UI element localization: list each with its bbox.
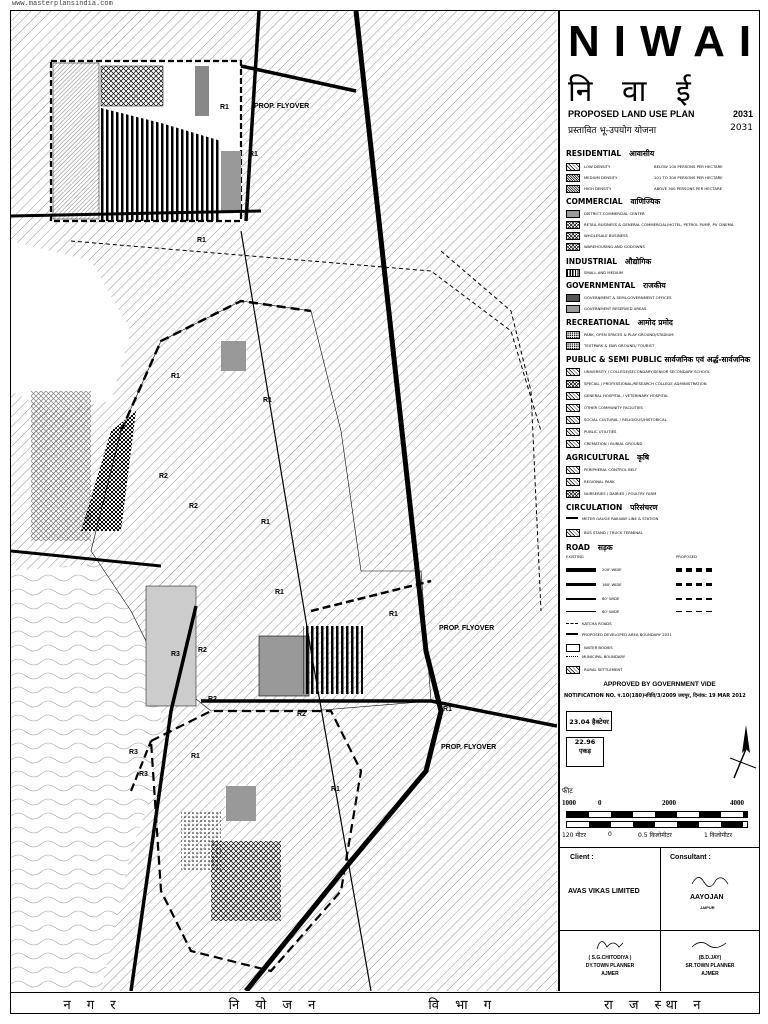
flyover-label-east: PROP. FLYOVER: [439, 625, 495, 632]
government-plot: [195, 66, 209, 116]
client-label: Client :: [570, 854, 594, 861]
legend-recreational: RECREATIONAL आमोद प्रमोद: [566, 318, 673, 327]
nursery-zone: [31, 391, 91, 541]
consultant-signature-icon: [690, 870, 730, 890]
footer-word: रा ज स्था न: [604, 998, 707, 1013]
town-title-hindi: नि वा ई: [568, 74, 701, 109]
road-row: 160' WIDE: [566, 582, 756, 587]
plan-title: [568, 109, 753, 119]
wholesale-south: [211, 841, 281, 921]
notification-line: NOTIFICATION NO. प.10(180)नविवि/3/2009 जयपुर, दिनांक: 19 MAR 2012: [564, 693, 746, 699]
swatch: [566, 416, 580, 424]
legend-item: LOW DENSITY BELOW 100 PERSONS PER HECTARE: [566, 163, 756, 171]
legend-agricultural: AGRICULTURAL कृषि: [566, 453, 650, 462]
legend-item: RURAL SETTLEMENT: [566, 666, 756, 674]
watermark: www.masterplansindia.com: [12, 0, 113, 8]
flyover-label-south: PROP. FLYOVER: [441, 744, 497, 751]
footer-word: न ग र: [63, 998, 122, 1013]
legend-item: PARK, OPEN SPACES & PLAY GROUND/STADIUM: [566, 331, 756, 339]
swatch: [566, 331, 580, 339]
legend-item: PERIPHERAL CONTROL BELT: [566, 466, 756, 474]
legend-item: SPECIAL / PROFESSIONAL/RESEARCH COLLEGE ADMINISTRATION: [566, 380, 756, 388]
zone-label: R2: [198, 647, 207, 654]
swatch: [566, 174, 580, 182]
legend-item: REGIONAL PARK: [566, 478, 756, 486]
swatch: [566, 656, 578, 658]
legend-item: PUBLIC UTILITIES: [566, 428, 756, 436]
land-use-map[interactable]: [11, 11, 557, 991]
legend-industrial: INDUSTRIAL औद्योगिक: [566, 257, 652, 266]
scale-bar: [566, 811, 748, 818]
scale-bar-metric: [566, 821, 748, 828]
legend-item: SOCIAL CULTURAL / RELIGIOUS/HISTORICAL: [566, 416, 756, 424]
swatch: [566, 294, 580, 302]
footer-word: नि यो ज न: [228, 998, 322, 1013]
legend-item: WAREHOUSING AND GODOWNS: [566, 243, 756, 251]
commercial-center: [221, 341, 246, 371]
legend-item: PROPOSED DEVELOPED AREA BOUNDARY 2031: [566, 633, 756, 637]
legend-item: WATER BODIES: [566, 644, 756, 652]
swatch: [566, 428, 580, 436]
consultant-label: Consultant :: [670, 854, 711, 861]
residential-plot: [53, 63, 99, 219]
legend-item: RETAIL BUSINESS & GENERAL COMMERCIAL(HOTEL, PETROL PUMP, PV CINEMA: [566, 221, 756, 229]
govt-office-plot: [259, 636, 309, 696]
legend-road: ROAD सड़क: [566, 543, 613, 552]
legend-item: GENERAL HOSPITAL / VETERINARY HOSPITAL: [566, 392, 756, 400]
consultant-city: JAIPUR: [700, 905, 715, 910]
swatch: [566, 305, 580, 313]
legend-item: WHOLESALE BUSINESS: [566, 232, 756, 240]
swatch: [566, 404, 580, 412]
legend-item: MUNICIPAL BOUNDARY: [566, 655, 756, 659]
legend-item: SMALL AND MEDIUM: [566, 269, 756, 277]
zone-label: R1: [261, 519, 270, 526]
legend-item: KATCHA ROADS: [566, 622, 756, 626]
legend-item: MEDIUM DENSITY 101 TO 300 PERSONS PER HECTARE: [566, 174, 756, 182]
zone-label: R1: [389, 611, 398, 618]
legend-item: GOVERNMENT RESERVED AREAS: [566, 305, 756, 313]
plan-title-hindi: [568, 123, 753, 136]
road-row: 80' WIDE: [566, 596, 756, 601]
swatch: [566, 517, 578, 521]
legend-item: UNIVERSITY / COLLEGE/SECONDARY/SENIOR SECONDARY SCHOOL: [566, 368, 756, 376]
swatch: [566, 221, 580, 229]
legend-governmental: GOVERNMENTAL राजकीय: [566, 281, 666, 290]
road-line-existing: [566, 611, 596, 613]
legend-item: BUS STAND / TRUCK TERMINAL: [566, 529, 756, 537]
legend-residential: RESIDENTIAL आवासीय: [566, 149, 655, 158]
swatch: [566, 633, 578, 637]
zone-label: R1: [443, 706, 452, 713]
swatch: [566, 185, 580, 193]
road-line-existing: [566, 598, 596, 600]
swatch: [566, 163, 580, 171]
swatch: [566, 478, 580, 486]
legend-commercial: COMMERCIAL वाणिज्यिक: [566, 197, 661, 206]
client-block: [560, 847, 759, 931]
swatch: [566, 210, 580, 218]
signatory-name: (B.D.JAY): [698, 955, 722, 961]
zone-label: R2: [159, 473, 168, 480]
zone-label: R1: [171, 373, 180, 380]
plan-year-hindi: 2031: [730, 123, 753, 133]
approval-line: APPROVED BY GOVERNMENT VIDE: [603, 681, 716, 688]
town-title: NIWAI: [568, 17, 766, 66]
swatch: [566, 392, 580, 400]
road-line-proposed: [676, 583, 716, 586]
scale-feet-label: फीट: [562, 787, 573, 795]
legend-item: OTHER COMMUNITY FACILITIES: [566, 404, 756, 412]
footer-word: वि भा ग: [428, 998, 498, 1013]
zone-label: R3: [139, 771, 148, 778]
zone-label: R2: [208, 696, 217, 703]
signatory-name: ( S.G.CHITODIYA ): [588, 955, 632, 961]
zone-label: R1: [331, 786, 340, 793]
swatch: [566, 666, 580, 674]
swatch: [566, 232, 580, 240]
swatch: [566, 623, 578, 625]
client-name: AVAS VIKAS LIMITED: [568, 888, 640, 895]
area-hectare-box: 23.04 हैक्टेयर: [566, 711, 612, 731]
road-row: 200' WIDE: [566, 567, 756, 572]
zone-label: R1: [263, 397, 272, 404]
legend-item: METER GAUGE RAILWAY LINE & STATION: [566, 517, 756, 521]
area-acre-value: 22.96: [574, 738, 596, 746]
road-line-proposed: [676, 611, 716, 613]
zone-label: R3: [171, 651, 180, 658]
swatch: [566, 243, 580, 251]
park-south: [181, 811, 221, 871]
swatch: [566, 644, 580, 652]
road-line-existing: [566, 568, 596, 572]
zone-label: R1: [275, 589, 284, 596]
old-town-core: [146, 586, 196, 706]
road-line-existing: [566, 583, 596, 586]
zone-label: R1: [220, 104, 229, 111]
swatch: [566, 529, 580, 537]
legend-item: TEXTPARK & FAIR GROUND/ TOURIST: [566, 342, 756, 350]
swatch: [566, 440, 580, 448]
zone-label: R3: [129, 749, 138, 756]
swatch: [566, 490, 580, 498]
commercial-plot: [221, 151, 241, 211]
signature-block: [560, 929, 759, 991]
wholesale-plot: [101, 66, 163, 106]
legend-panel: NIWAI नि वा ई PROPOSED LAND USE PLAN 2031 प्रस्तावित भू-उपयोग योजना 2031 RESIDENTIAL आवासीय LOW DENSITY BELOW 100 PERSONS PER HECTARE MEDIUM DENSITY 101 TO 300 PERSONS PER HECTARE HIGH DENSITY ABOVE 300 PERSONS PER HECTARE COMMERCIAL वाणिज्यिक DISTRICT COMMERCIAL CENTER RETAIL BUSINESS & GENERAL COMMERCIAL(HOTEL, PETROL PUMP, PV CINEMA WHOLESALE BUSINESS WAREHOUSING AND GODOWNS INDUSTRIAL औद्योगिक SMALL AND MEDIUM GOVERNMENTAL राजकीय GOVERNMENT & SEMI-GOVERNMENT OFFICES GOVERNMENT RESERVED AREAS RECREATIONAL आमोद प्रमोद PARK, OPEN SPACES & PLAY GROUND/STADIUM TEXTPARK & FAIR GROUND/ TOURIST PUBLIC & SEMI PUBLIC सार्वजनिक एवं अर्द्ध-सार्वजनिक UNIVERSITY / COLLEGE/SECONDARY/SENIOR SECONDARY SCHOOL SPECIAL / PROFESSIONAL/RESEARCH COLLEGE ADMINISTRATION GENERAL HOSPITAL / VETERINARY HOSPITAL OTHER COMMUNITY FACILITIES SOCIAL CULTURAL / RELIGIOUS/HISTORICAL PUBLIC UTILITIES CREMATION / BURIAL GROUND AGRICULTURAL कृषि PERIPHERAL CONTROL BELT REGIONAL PARK NURSERIES / DAIRIES / POULTRY FARM CIRCULATION परिसंचरण METER GAUGE RAILWAY LINE & STATION BUS STAND / TRUCK TERMINAL ROAD सड़क EXISTING PROPOSED 200' WIDE 160' WIDE 80' WIDE 60' WIDE KATCHA ROADS PROPOSED DEVELOPED AREA BOUNDARY 2031 WATER BODIES MUNICIPAL BOUNDARY RURAL SETTLEMENT APPROVED BY GOVERNMENT VIDE NOTIFICATION NO. प.10(180)नविवि/3/2009 जयपुर, दिनांक: 19 MAR 2012 23.04 हैक्टेयर 22.96 एकड़ फीट 1000 0 2000 4000 120 मीटर 0 0.5 किलोमीटर 1 किलोमीटर Client : AVAS VIKAS LIMITED Consultant : AAYOJAN JAIPUR ( S.G.CHITODIYA ) DY.TOWN PLANNER AJMER (B.D.JAY) SR.TOWN PLANNER AJMER: [558, 11, 759, 991]
swatch: [566, 380, 580, 388]
signatory-title: DY.TOWN PLANNER: [585, 963, 635, 969]
road-row: 60' WIDE: [566, 609, 756, 614]
zone-label: R1: [249, 151, 258, 158]
legend-item: CREMATION / BURIAL GROUND: [566, 440, 756, 448]
footer-band: [10, 992, 760, 1015]
signature-icon: [690, 937, 730, 951]
public-utility-south: [226, 786, 256, 821]
legend-public: PUBLIC & SEMI PUBLIC सार्वजनिक एवं अर्द्ध-सार्वजनिक: [566, 355, 751, 364]
road-line-proposed: [676, 568, 716, 572]
plan-title-text: PROPOSED LAND USE PLAN: [568, 109, 695, 119]
signature-icon: [595, 933, 625, 953]
legend-item: DISTRICT COMMERCIAL CENTER: [566, 210, 756, 218]
plan-title-hindi-text: प्रस्तावित भू-उपयोग योजना: [568, 126, 657, 136]
zone-label: R1: [191, 753, 200, 760]
legend-item: HIGH DENSITY ABOVE 300 PERSONS PER HECTARE: [566, 185, 756, 193]
zone-label: R1: [197, 237, 206, 244]
swatch: [566, 269, 580, 277]
consultant-name: AAYOJAN: [690, 894, 724, 901]
swatch: [566, 342, 580, 350]
area-acre-box: [566, 737, 604, 767]
signatory-title: SR.TOWN PLANNER: [685, 963, 735, 969]
flyover-label-north: PROP. FLYOVER: [254, 103, 310, 110]
map-canvas: [11, 11, 557, 991]
legend-circulation: CIRCULATION परिसंचरण: [566, 503, 658, 512]
legend-item: GOVERNMENT & SEMI-GOVERNMENT OFFICES: [566, 294, 756, 302]
swatch: [566, 466, 580, 474]
signatory-place: AJMER: [601, 971, 619, 977]
signatory-place: AJMER: [701, 971, 719, 977]
swatch: [566, 368, 580, 376]
area-acre-unit: एकड़: [578, 747, 592, 755]
zone-label: R2: [297, 711, 306, 718]
legend-item: NURSERIES / DAIRIES / POULTRY FARM: [566, 490, 756, 498]
plan-year: 2031: [732, 109, 753, 119]
road-line-proposed: [676, 598, 716, 600]
road-header: EXISTING PROPOSED: [566, 554, 697, 559]
north-arrow-icon: [728, 723, 758, 783]
zone-label: R2: [189, 503, 198, 510]
